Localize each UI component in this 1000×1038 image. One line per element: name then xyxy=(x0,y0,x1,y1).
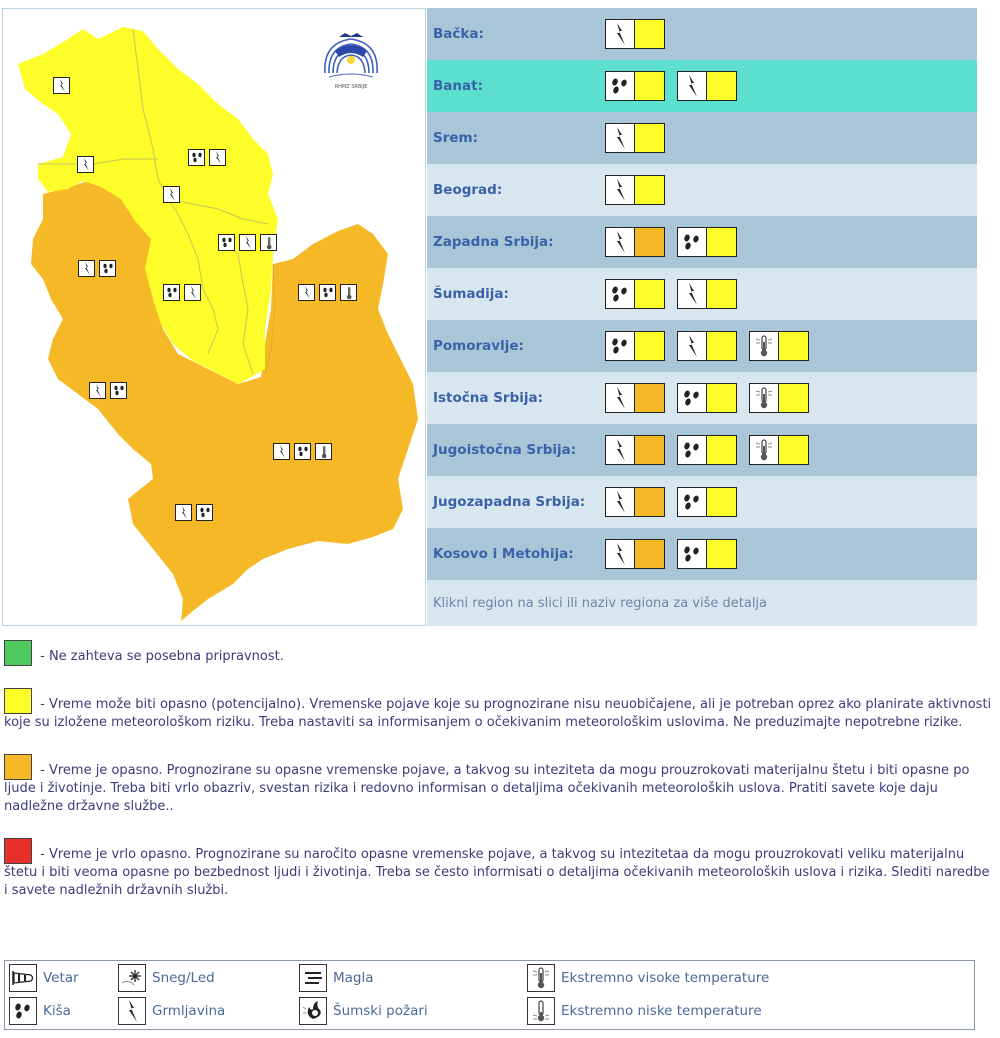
thunderstorm-icon xyxy=(78,260,95,277)
region-row-srem[interactable] xyxy=(427,112,977,164)
region-link[interactable]: Jugoistočna Srbija: xyxy=(433,442,577,458)
warning-thunderstorm-yellow xyxy=(605,19,665,49)
thunderstorm-icon xyxy=(606,124,635,152)
rain-icon xyxy=(294,443,311,460)
warning-rain-yellow xyxy=(677,539,737,569)
region-link[interactable]: Bačka: xyxy=(433,26,484,42)
legend-label: Ekstremno visoke temperature xyxy=(561,970,770,986)
orange-swatch xyxy=(4,754,32,780)
legend-rain xyxy=(9,997,71,1025)
serbia-map xyxy=(3,9,425,625)
map-icons-pomoravlje[interactable] xyxy=(218,234,277,251)
warning-thunderstorm-orange xyxy=(605,487,665,517)
map-icons-jugozapadna-srbija[interactable] xyxy=(89,382,127,399)
high-temp-icon xyxy=(260,234,277,251)
warning-high-temp-yellow xyxy=(749,435,809,465)
region-hint: Klikni region na slici ili naziv regiona za više detalja xyxy=(427,580,977,626)
legend-low-temp xyxy=(527,997,762,1025)
rain-icon xyxy=(678,384,707,412)
map-icons-zapadna-srbija[interactable] xyxy=(78,260,116,277)
low-temp-icon xyxy=(527,997,555,1025)
thunderstorm-icon xyxy=(606,20,635,48)
warning-rain-yellow xyxy=(605,279,665,309)
rain-icon xyxy=(110,382,127,399)
rain-icon xyxy=(678,540,707,568)
green-swatch xyxy=(4,640,32,666)
rain-icon xyxy=(678,436,707,464)
map-icons-banat[interactable] xyxy=(188,149,226,166)
level-green-text: - Ne zahteva se posebna pripravnost. xyxy=(36,649,284,664)
rain-icon xyxy=(678,488,707,516)
region-link[interactable]: Jugozapadna Srbija: xyxy=(433,494,586,510)
warning-map xyxy=(2,8,426,626)
region-row-jugozapadna-srbija[interactable] xyxy=(427,476,977,528)
level-orange-text: - Vreme je opasno. Prognozirane su opasne vremenske pojave, a takvog su inteziteta da mogu prouzrokovati materijalnu štetu i biti opasne po ljude i životinje. Treba biti vrlo obazriv, svestan rizika i redovno informisan o detaljima očekivanih meteoroloških uslova. Pratiti savete koje daju nadležne državne službe.. xyxy=(4,763,970,814)
rain-icon xyxy=(163,284,180,301)
legend-forest-fire xyxy=(299,997,428,1025)
warning-thunderstorm-yellow xyxy=(605,123,665,153)
rain-icon xyxy=(218,234,235,251)
thunderstorm-icon xyxy=(175,504,192,521)
thunderstorm-icon xyxy=(606,488,635,516)
legend-label: Sneg/Led xyxy=(152,970,215,986)
map-icons-srem[interactable] xyxy=(77,156,94,173)
thunderstorm-icon xyxy=(298,284,315,301)
level-yellow-text: - Vreme može biti opasno (potencijalno). Vremenske pojave koje su prognozirane nisu neuobičajene, ali je potreban oprez ako planirate aktivnosti koje su izložene meteorološkom riziku. Treba nastaviti sa informisanjem o očekivanim meteorološkim uslovima. Ne preduzimajte nepotrebne rizike. xyxy=(4,697,992,730)
map-icons-backa[interactable] xyxy=(53,77,70,94)
region-link[interactable]: Beograd: xyxy=(433,182,503,198)
region-link[interactable]: Istočna Srbija: xyxy=(433,390,544,406)
warning-rain-yellow xyxy=(605,71,665,101)
region-link[interactable]: Šumadija: xyxy=(433,286,509,302)
warning-rain-yellow xyxy=(677,487,737,517)
thunderstorm-icon xyxy=(606,228,635,256)
region-row-zapadna-srbija[interactable] xyxy=(427,216,977,268)
region-warning-table xyxy=(427,8,977,626)
thunderstorm-icon xyxy=(163,186,180,203)
red-swatch xyxy=(4,838,32,864)
thunderstorm-icon xyxy=(678,72,707,100)
legend-snow-ice xyxy=(118,964,215,992)
warning-thunderstorm-yellow xyxy=(677,71,737,101)
map-icons-jugoistocna-srbija[interactable] xyxy=(273,443,332,460)
high-temp-icon xyxy=(315,443,332,460)
legend-fog xyxy=(299,964,374,992)
yellow-swatch xyxy=(4,688,32,714)
map-icons-sumadija[interactable] xyxy=(163,284,201,301)
warning-high-temp-yellow xyxy=(749,383,809,413)
level-green xyxy=(4,640,994,666)
warning-thunderstorm-yellow xyxy=(677,279,737,309)
rain-icon xyxy=(319,284,336,301)
legend-label: Ekstremno niske temperature xyxy=(561,1003,762,1019)
region-link[interactable]: Zapadna Srbija: xyxy=(433,234,554,250)
thunderstorm-icon xyxy=(209,149,226,166)
region-link[interactable]: Pomoravlje: xyxy=(433,338,524,354)
region-row-banat[interactable] xyxy=(427,60,977,112)
svg-text:RHMZ SRBIJE: RHMZ SRBIJE xyxy=(334,84,368,90)
map-icons-istocna-srbija[interactable] xyxy=(298,284,357,301)
fog-icon xyxy=(299,964,327,992)
legend-label: Vetar xyxy=(43,970,79,986)
warning-levels xyxy=(4,640,994,914)
map-icons-beograd[interactable] xyxy=(163,186,180,203)
thunderstorm-icon xyxy=(53,77,70,94)
region-row-sumadija[interactable] xyxy=(427,268,977,320)
thunderstorm-icon xyxy=(89,382,106,399)
region-row-pomoravlje[interactable] xyxy=(427,320,977,372)
high-temp-icon xyxy=(750,436,779,464)
legend-high-temp xyxy=(527,964,769,992)
warning-rain-yellow xyxy=(677,227,737,257)
thunderstorm-icon xyxy=(606,384,635,412)
warning-thunderstorm-orange xyxy=(605,435,665,465)
warning-thunderstorm-orange xyxy=(605,383,665,413)
snow-ice-icon xyxy=(118,964,146,992)
region-link[interactable]: Kosovo i Metohija: xyxy=(433,546,574,562)
wind-icon xyxy=(9,964,37,992)
thunderstorm-icon xyxy=(184,284,201,301)
icon-legend xyxy=(4,960,975,1030)
warning-rain-yellow xyxy=(677,435,737,465)
region-row-beograd[interactable] xyxy=(427,164,977,216)
thunderstorm-icon xyxy=(678,332,707,360)
rain-icon xyxy=(99,260,116,277)
map-icons-kosovo-i-metohija[interactable] xyxy=(175,504,213,521)
legend-label: Grmljavina xyxy=(152,1003,226,1019)
rain-icon xyxy=(678,228,707,256)
legend-label: Šumski požari xyxy=(333,1003,428,1019)
thunderstorm-icon xyxy=(118,997,146,1025)
region-row-backa[interactable] xyxy=(427,8,977,60)
level-red xyxy=(4,838,994,900)
warning-thunderstorm-orange xyxy=(605,227,665,257)
thunderstorm-icon xyxy=(239,234,256,251)
thunderstorm-icon xyxy=(606,436,635,464)
high-temp-icon xyxy=(750,384,779,412)
level-yellow xyxy=(4,688,994,732)
forest-fire-icon xyxy=(299,997,327,1025)
region-row-kosovo-i-metohija[interactable] xyxy=(427,528,977,580)
region-row-jugoistocna-srbija[interactable] xyxy=(427,424,977,476)
region-link[interactable]: Banat: xyxy=(433,78,483,94)
warning-thunderstorm-yellow xyxy=(605,175,665,205)
legend-label: Magla xyxy=(333,970,374,986)
warning-rain-yellow xyxy=(605,331,665,361)
rhmz-logo xyxy=(319,29,383,91)
rain-icon xyxy=(606,332,635,360)
rain-icon xyxy=(188,149,205,166)
high-temp-icon xyxy=(340,284,357,301)
region-link[interactable]: Srem: xyxy=(433,130,479,146)
high-temp-icon xyxy=(527,964,555,992)
rain-icon xyxy=(196,504,213,521)
warning-thunderstorm-yellow xyxy=(677,331,737,361)
region-row-istocna-srbija[interactable] xyxy=(427,372,977,424)
thunderstorm-icon xyxy=(77,156,94,173)
rain-icon xyxy=(606,72,635,100)
rain-icon xyxy=(9,997,37,1025)
thunderstorm-icon xyxy=(606,176,635,204)
rain-icon xyxy=(606,280,635,308)
warning-high-temp-yellow xyxy=(749,331,809,361)
thunderstorm-icon xyxy=(273,443,290,460)
thunderstorm-icon xyxy=(678,280,707,308)
level-red-text: - Vreme je vrlo opasno. Prognozirane su naročito opasne vremenske pojave, a takvog su intezitetaa da mogu prouzrokovati veliku materijalnu štetu i biti veoma opasne po bezbednost ljudi i životinja. Treba se često informisati o detaljima očekivanih meteoroloških uslova i rizika. Slediti naredbe i savete nadležnih državnih službi. xyxy=(4,847,990,898)
legend-thunderstorm xyxy=(118,997,225,1025)
level-orange xyxy=(4,754,994,816)
thunderstorm-icon xyxy=(606,540,635,568)
legend-label: Kiša xyxy=(43,1003,71,1019)
warning-rain-yellow xyxy=(677,383,737,413)
legend-wind xyxy=(9,964,79,992)
high-temp-icon xyxy=(750,332,779,360)
warning-thunderstorm-orange xyxy=(605,539,665,569)
